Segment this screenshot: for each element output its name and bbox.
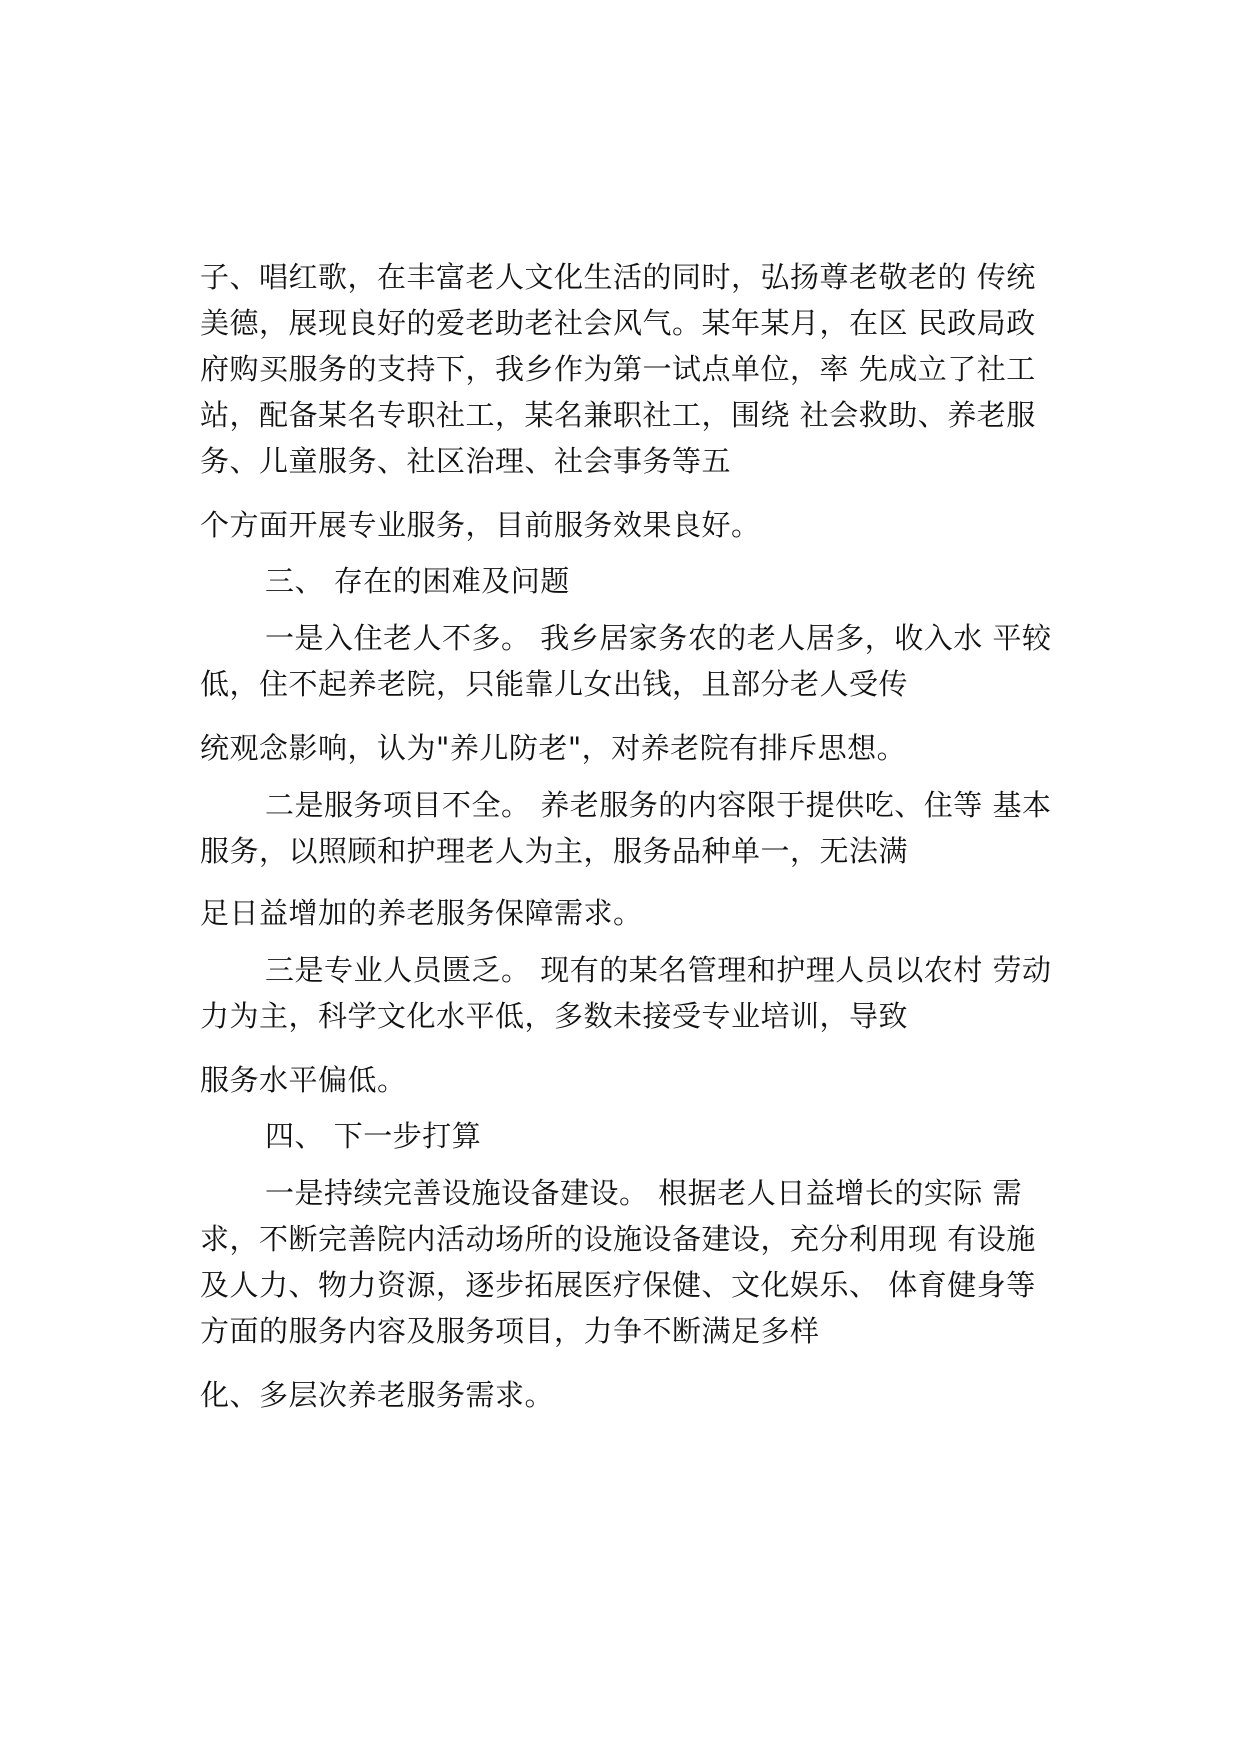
section-heading: 三、 存在的困难及问题 (265, 564, 570, 598)
text-line: 化、多层次养老服务需求。 (200, 1378, 555, 1412)
text-line: 一是持续完善设施设备建设。 根据老人日益增长的实际 需 (265, 1176, 1022, 1210)
text-line: 服务水平偏低。 (200, 1063, 407, 1097)
text-line: 低，住不起养老院，只能靠儿女出钱，且部分老人受传 (200, 667, 909, 701)
text-line: 站，配备某名专职社工，某名兼职社工，围绕 社会救助、养老服 (200, 398, 1036, 432)
text-line: 三是专业人员匮乏。 现有的某名管理和护理人员以农村 劳动 (265, 953, 1052, 987)
text-line: 个方面开展专业服务，目前服务效果良好。 (200, 508, 761, 542)
text-line: 及人力、物力资源，逐步拓展医疗保健、文化娱乐、 体育健身等 (200, 1268, 1036, 1302)
text-line: 子、唱红歌，在丰富老人文化生活的同时，弘扬尊老敬老的 传统 (200, 260, 1036, 294)
section-heading: 四、 下一步打算 (265, 1119, 482, 1153)
text-line: 服务，以照顾和护理老人为主，服务品种单一，无法满 (200, 834, 909, 868)
text-line: 足日益增加的养老服务保障需求。 (200, 896, 643, 930)
text-line: 统观念影响，认为"养儿防老"，对养老院有排斥思想。 (200, 731, 907, 765)
text-line: 方面的服务内容及服务项目，力争不断满足多样 (200, 1314, 820, 1348)
text-line: 二是服务项目不全。 养老服务的内容限于提供吃、住等 基本 (265, 788, 1052, 822)
text-line: 府购买服务的支持下，我乡作为第一试点单位，率 先成立了社工 (200, 352, 1036, 386)
text-line: 力为主，科学文化水平低，多数未接受专业培训，导致 (200, 999, 909, 1033)
text-line: 求，不断完善院内活动场所的设施设备建设，充分利用现 有设施 (200, 1222, 1036, 1256)
text-line: 务、儿童服务、社区治理、社会事务等五 (200, 444, 732, 478)
text-line: 美德，展现良好的爱老助老社会风气。某年某月，在区 民政局政 (200, 306, 1036, 340)
text-line: 一是入住老人不多。 我乡居家务农的老人居多，收入水 平较 (265, 621, 1052, 655)
